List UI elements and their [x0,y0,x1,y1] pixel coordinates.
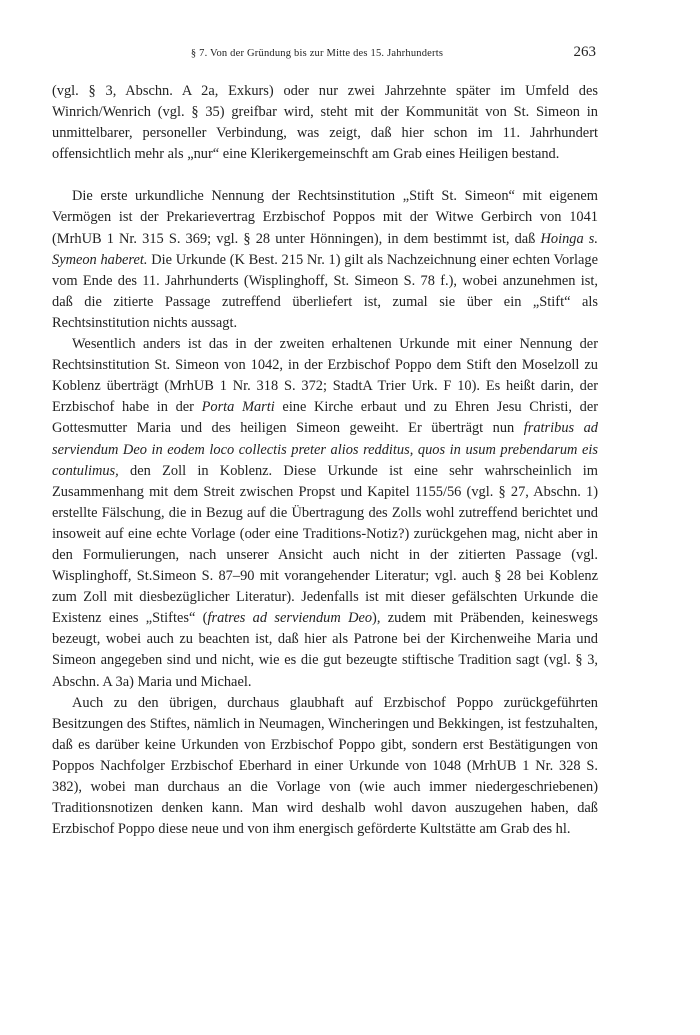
latin-quote: Hoinga s. Symeon haberet. [52,230,598,268]
paragraph [52,81,598,165]
running-title: § 7. Von der Gründung bis zur Mitte des 15. Jahrhunderts [190,48,444,59]
text-run: eine Kirche erbaut und zu Ehren Jesu Christi, der Gottesmutter Maria und des heiligen Simeon geweiht. Er überträgt nun [52,399,598,437]
body-text [52,81,598,840]
latin-quote: fratribus ad serviendum Deo in eodem loco collectis preter alios redditus, quos in usum prebendarum eis contulimus, [52,420,598,479]
text-run: ), zudem mit Präbenden, keineswegs bezeugt, wobei auch zu beachten ist, daß hier als Patrone bei der Kirchenweihe Maria und Simeon angegeben sind und nicht, wie es die gut bezeugte stiftische Tradition sagt (vgl. § 3, Abschn. A 3a) Maria und Michael. [52,610,599,690]
text-run: Die Urkunde (K Best. 215 Nr. 1) gilt als Nachzeichnung einer echten Vorlage vom Ende des 11. Jahrhunderts (Wisplinghoff, St. Simeon S. 78 f.), wobei anzunehmen ist, daß die zitierte Passage zutreffend überliefert ist, zumal sie über ein „Stift“ als Rechtsinstitution nichts aussagt. [52,251,599,331]
text-run: Die erste urkundliche Nennung der Rechtsinstitution „Stift St. Simeon“ mit eigenem Vermögen ist der Prekarievertrag Erzbischof Poppos mit der Witwe Gerbirch von 1041 (MrhUB 1 Nr. 315 S. 369; vgl. § 28 unter Hönningen), in dem bestimmt ist, daß [52,188,598,247]
text-run: Auch zu den übrigen, durchaus glaubhaft auf Erzbischof Poppo zurückgeführten Besitzungen des Stiftes, nämlich in Neumagen, Wincheringen und Bekkingen, ist festzuhalten, daß es darüber keine Urkunden von Erzbischof Poppo gibt, sondern erst Bestätigungen von Poppos Nachfolger Erzbischof Eberhard in einer Urkunde von 1048 (MrhUB 1 Nr. 328 S. 382), wobei man durchaus an die Vorlage von (wie auch immer niedergeschriebenen) Traditionsnotizen denken kann. Man wird deshalb wohl davon auszugehen haben, daß Erzbischof Poppo diese neue und von ihm energisch geförderte Kultstätte am Grab des hl. [52,694,598,838]
text-run: Wesentlich anders ist das in der zweiten erhaltenen Urkunde mit einer Nennung der Rechtsinstitution St. Simeon von 1042, in der Erzbischof Poppo dem Stift den Moselzoll zu Koblenz überträgt (MrhUB 1 Nr. 318 S. 372; StadtA Trier Urk. F 10). Es heißt darin, der Erzbischof habe in der [52,336,598,416]
paragraph [52,693,598,841]
page-number: 263 [573,44,596,60]
latin-quote: Porta Marti [201,399,275,416]
latin-quote: fratres ad serviendum Deo [207,610,373,627]
paragraph [52,186,598,334]
text-run: (vgl. § 3, Abschn. A 2a, Exkurs) oder nur zwei Jahrzehnte später im Umfeld des Winrich/Wenrich (vgl. § 35) greifbar wird, steht mit der Kommunität von St. Simeon in unmittelbarer, personeller Verbindung, was zeigt, daß hier schon im 11. Jahrhundert offensichtlich mehr als „nur“ eine Klerikergemeinschft am Grab eines Heiligen bestand. [52,83,598,163]
paragraph [52,334,598,693]
text-run: den Zoll in Koblenz. Diese Urkunde ist eine sehr wahrscheinlich im Zusammenhang mit dem Streit zwischen Propst und Kapitel 1155/56 (vgl. § 27, Abschn. 1) erstellte Fälschung, die in Bezug auf die Übertragung des Zolls wohl zutreffend berichtet und insoweit auf eine echte Vorlage (oder eine Traditions-Notiz?) zurückgehen mag, nicht aber in den Formulierungen, nach unserer Ansicht auch nicht in der zitierten Passage (vgl. Wisplinghoff, St.Simeon S. 87–90 mit vorangehender Literatur; vgl. auch § 28 bei Koblenz zum Zoll mit diesbezüglicher Literatur). Jedenfalls ist mit dieser gefälschten Urkunde die Existenz eines „Stiftes“ ( [52,462,598,627]
